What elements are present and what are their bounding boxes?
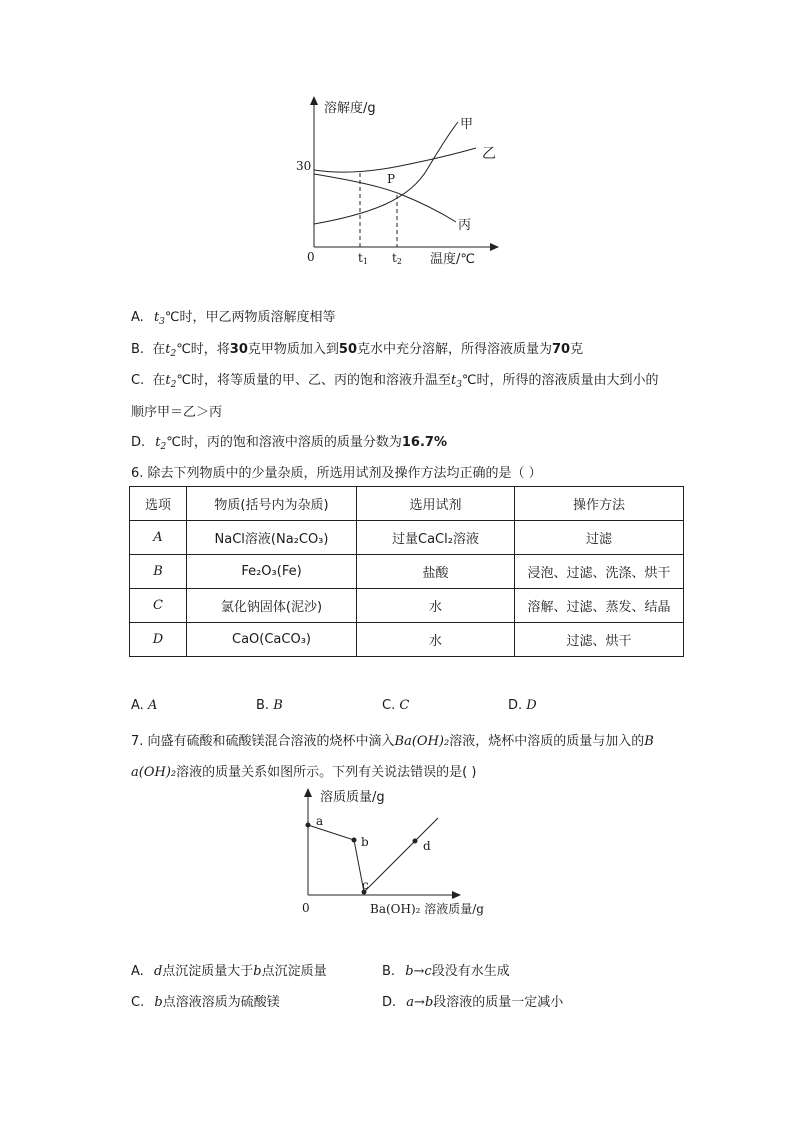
origin-label: 0 (302, 901, 310, 915)
row-reagent: 水 (357, 623, 515, 657)
row-substance: CaO(CaCO₃) (187, 623, 357, 657)
y-axis-arrow (310, 96, 318, 105)
row-option: A (130, 521, 187, 555)
table-header-row (130, 487, 684, 521)
q6-answer-a: A. A (131, 698, 158, 713)
t2-label: t2 (392, 251, 402, 266)
curve-bing-label: 丙 (458, 218, 472, 233)
header-reagent: 选用试剂 (357, 487, 515, 521)
point-b-label: b (361, 835, 369, 849)
point-c-label: c (362, 878, 369, 892)
precipitation-graph (290, 782, 510, 922)
point-p-label: P (387, 172, 396, 186)
x-axis-label: 温度/℃ (430, 252, 475, 267)
header-method: 操作方法 (515, 487, 684, 521)
row-reagent: 过量CaCl₂溶液 (357, 521, 515, 555)
mass-line (308, 818, 438, 892)
table-row (130, 555, 684, 589)
point-a (306, 823, 311, 828)
row-option: D (130, 623, 187, 657)
q6-answer-b: B. B (256, 698, 283, 713)
x-axis-label: Ba(OH)₂ 溶液质量/g (370, 902, 484, 916)
solubility-graph (280, 90, 520, 270)
x-axis-arrow (452, 891, 461, 899)
y-axis-label: 溶质质量/g (320, 790, 385, 805)
row-substance: Fe₂O₃(Fe) (187, 555, 357, 589)
q7-option-d: D. a→b段溶液的质量一定减小 (382, 995, 564, 1010)
q7-stem-line2: a(OH)₂溶液的质量关系如图所示。下列有关说法错误的是( ) (131, 765, 477, 780)
row-method: 过滤、烘干 (515, 623, 684, 657)
q7-stem-line1: 7. 向盛有硫酸和硫酸镁混合溶液的烧杯中滴入Ba(OH)₂溶液，烧杯中溶质的质量与加入的B (131, 734, 654, 749)
curve-jia-label: 甲 (460, 117, 474, 132)
row-method: 溶解、过滤、蒸发、结晶 (515, 589, 684, 623)
q5-option-b: B. 在$t_2℃$时，将30克甲物质加入到50克水中充分溶解，所得溶液质量为70克 (131, 342, 584, 359)
row-reagent: 盐酸 (357, 555, 515, 589)
row-method: 浸泡、过滤、洗涤、烘干 (515, 555, 684, 589)
header-option: 选项 (130, 487, 187, 521)
point-d (413, 839, 418, 844)
curve-yi-label: 乙 (482, 146, 496, 162)
curve-jia (314, 122, 458, 224)
q6-answer-d: D. D (508, 698, 537, 713)
y-axis-arrow (304, 788, 312, 797)
row-option: B (130, 555, 187, 589)
q5-option-c: C. 在$t_2℃$时，将等质量的甲、乙、丙的饱和溶液升温至$t_3℃$时，所得的溶液质量由大到小的 (131, 373, 659, 390)
row-substance: 氯化钠固体(泥沙) (187, 589, 357, 623)
y-axis-label: 溶解度/g (324, 101, 376, 116)
origin-label: 0 (307, 250, 315, 264)
table-row (130, 623, 684, 657)
t1-label: t1 (358, 251, 368, 266)
q7-option-b: B. b→c段没有水生成 (382, 964, 510, 979)
header-substance: 物质(括号内为杂质) (187, 487, 357, 521)
curve-bing (314, 174, 456, 222)
q6-answer-c: C. C (382, 698, 410, 713)
table-row (130, 521, 684, 555)
q5-option-a: A. $t_3℃$时，甲乙两物质溶解度相等 (131, 310, 336, 327)
point-d-label: d (423, 839, 431, 853)
curve-yi (314, 148, 476, 172)
q5-option-d: D. $t_2℃$时，丙的饱和溶液中溶质的质量分数为16.7% (131, 435, 447, 452)
table-row (130, 589, 684, 623)
q5-option-c-line2: 顺序甲＝乙＞丙 (131, 405, 223, 420)
q7-option-a: A. d点沉淀质量大于b点沉淀质量 (131, 964, 327, 979)
q6-options-table (129, 486, 684, 657)
q7-option-c: C. b点溶液溶质为硫酸镁 (131, 995, 280, 1010)
point-a-label: a (316, 814, 324, 828)
y-tick-30: 30 (296, 159, 312, 173)
row-substance: NaCl溶液(Na₂CO₃) (187, 521, 357, 555)
x-axis-arrow (490, 243, 499, 251)
point-b (352, 838, 357, 843)
q6-stem: 6. 除去下列物质中的少量杂质，所选用试剂及操作方法均正确的是（ ） (131, 466, 542, 481)
row-method: 过滤 (515, 521, 684, 555)
row-reagent: 水 (357, 589, 515, 623)
row-option: C (130, 589, 187, 623)
